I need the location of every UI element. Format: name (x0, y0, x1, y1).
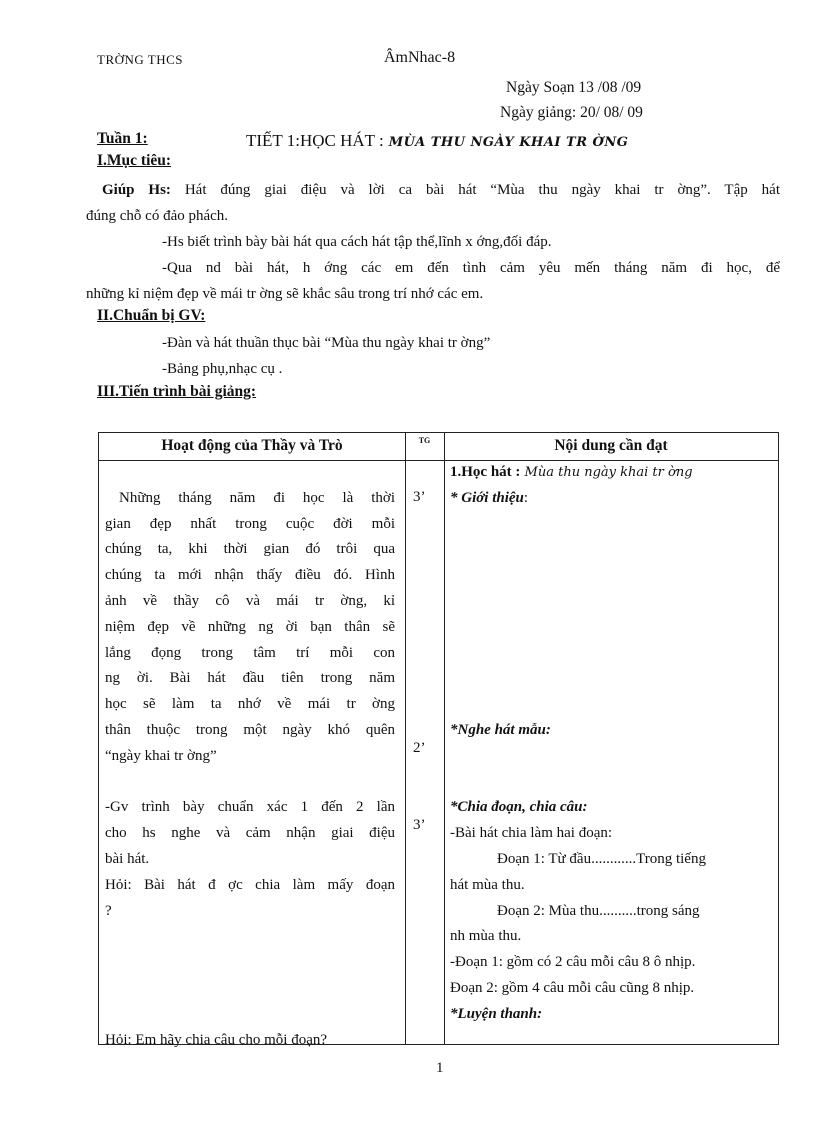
activity-line (105, 924, 395, 950)
activity-line: chúng ta, khi thời gian đó trôi qua (105, 541, 395, 558)
objective-line-1-cont: đúng chỗ có đảo phách. (86, 208, 229, 224)
table-divider-1 (405, 433, 406, 1044)
activity-line: niệm đẹp về những ng ời bạn thân sẽ (105, 618, 395, 635)
content-intro (450, 486, 775, 512)
objective-line-3-cont: những kỉ niệm đẹp về mái tr ờng sẽ khắc sâu trong trí nhớ các em. (86, 286, 484, 302)
activity-column (105, 460, 395, 1053)
page-number: 1 (436, 1060, 444, 1076)
activity-line (105, 460, 395, 486)
content-item-1 (450, 460, 775, 486)
content-item-1-label: 1.Học hát : (450, 464, 521, 480)
content-listen: *Nghe hát mẫu: (450, 721, 551, 738)
content-seg1-detail: -Đoạn 1: gồm có 2 câu mỗi câu 8 ô nhịp. (450, 954, 696, 971)
time-entry-1: 3’ (413, 489, 426, 505)
activity-line: ảnh về thầy cô và mái tr ờng, kỉ (105, 592, 395, 609)
heading-procedure: III.Tiến trình bài giảng: (97, 383, 257, 400)
subject-name: ÂmNhac-8 (384, 49, 456, 66)
header-time: TG (418, 436, 431, 445)
content-seg1-cont: hát mùa thu. (450, 876, 525, 893)
preparation-line-1: -Đàn và hát thuần thục bài “Mùa thu ngày khai tr ờng” (162, 335, 491, 351)
header-content: Nội dung cần đạt (554, 437, 668, 454)
activity-line: Hỏi: Em hãy chia câu cho mỗi đoạn? (105, 1031, 328, 1048)
objective-line-2: -Hs biết trình bày bài hát qua cách hát tập thể,lĩnh x ớng,đối đáp. (162, 234, 552, 250)
objective-text: Hát đúng giai điệu và lời ca bài hát “Mùa thu ngày khai tr ờng”. Tập hát (170, 182, 780, 198)
objective-line-1 (102, 177, 780, 203)
activity-line (105, 770, 395, 796)
content-seg2-cont: nh mùa thu. (450, 928, 522, 945)
lesson-table (98, 432, 779, 1048)
week-label: Tuần 1: (97, 130, 148, 147)
activity-line: chúng ta mới nhận thấy điều đó. Hình (105, 567, 395, 584)
content-divide: *Chia đoạn, chia câu: (450, 799, 588, 816)
time-entry-2: 2’ (413, 740, 426, 756)
activity-line: cho hs nghe và cảm nhận giai điệu (105, 825, 395, 842)
activity-line: Những tháng năm đi học là thời (119, 489, 395, 506)
objective-label: Giúp Hs: (102, 182, 171, 198)
activity-line: ? (105, 902, 112, 919)
table-divider-2 (444, 433, 445, 1044)
content-divide-1: -Bài hát chia làm hai đoạn: (450, 825, 613, 842)
activity-line: gian đẹp nhất trong cuộc đời mỗi (105, 515, 395, 532)
activity-line: lắng đọng trong tâm trí mỗi con (105, 644, 395, 661)
date-prepared: Ngày Soạn 13 /08 /09 (506, 79, 642, 96)
content-seg1: Đoạn 1: Từ đầu............Trong tiếng (497, 850, 706, 867)
activity-line: “ngày khai tr ờng” (105, 747, 217, 764)
activity-line: -Gv trình bày chuẩn xác 1 đến 2 lần (105, 799, 395, 816)
content-column (450, 460, 775, 1028)
preparation-line-2: -Bảng phụ,nhạc cụ . (162, 361, 283, 377)
content-seg2: Đoạn 2: Mùa thu..........trong sáng (497, 902, 700, 919)
content-seg2-detail: Đoạn 2: gồm 4 câu mỗi câu cũng 8 nhịp. (450, 979, 695, 996)
heading-objectives: I.Mục tiêu: (97, 152, 172, 169)
time-entry-3: 3’ (413, 817, 426, 833)
school-name: TRỜNG THCS (97, 52, 184, 67)
activity-line (105, 1002, 395, 1028)
activity-line: Hỏi: Bài hát đ ợc chia làm mấy đoạn (105, 876, 395, 893)
heading-preparation: II.Chuẩn bị GV: (97, 307, 206, 324)
activity-line: học sẽ làm ta nhớ về mái tr ờng (105, 696, 395, 713)
activity-line: thân thuộc trong một ngày khó quên (105, 721, 395, 738)
lesson-title (246, 131, 628, 151)
activity-line (105, 976, 395, 1002)
activity-line (105, 950, 395, 976)
content-intro-label: * Giới thiệu (450, 489, 524, 506)
header-activity: Hoạt động của Thầy và Trò (161, 437, 343, 454)
activity-line: bài hát. (105, 850, 150, 867)
activity-line: ng ời. Bài hát đầu tiên trong năm (105, 670, 395, 687)
content-intro-colon: : (523, 489, 529, 506)
date-taught: Ngày giảng: 20/ 08/ 09 (500, 104, 643, 121)
lesson-title-prefix: TIẾT 1:HỌC HÁT : (246, 131, 384, 150)
objective-line-3: -Qua nd bài hát, h ớng các em đến tình cảm yêu mến tháng năm đi học, để (162, 260, 780, 276)
content-voice: *Luyện thanh: (450, 1005, 543, 1022)
lesson-song-title: MÙA THU NGÀY KHAI TR ỜNG (383, 135, 629, 150)
content-item-1-song: Mùa thu ngày khai tr ờng (520, 465, 693, 480)
